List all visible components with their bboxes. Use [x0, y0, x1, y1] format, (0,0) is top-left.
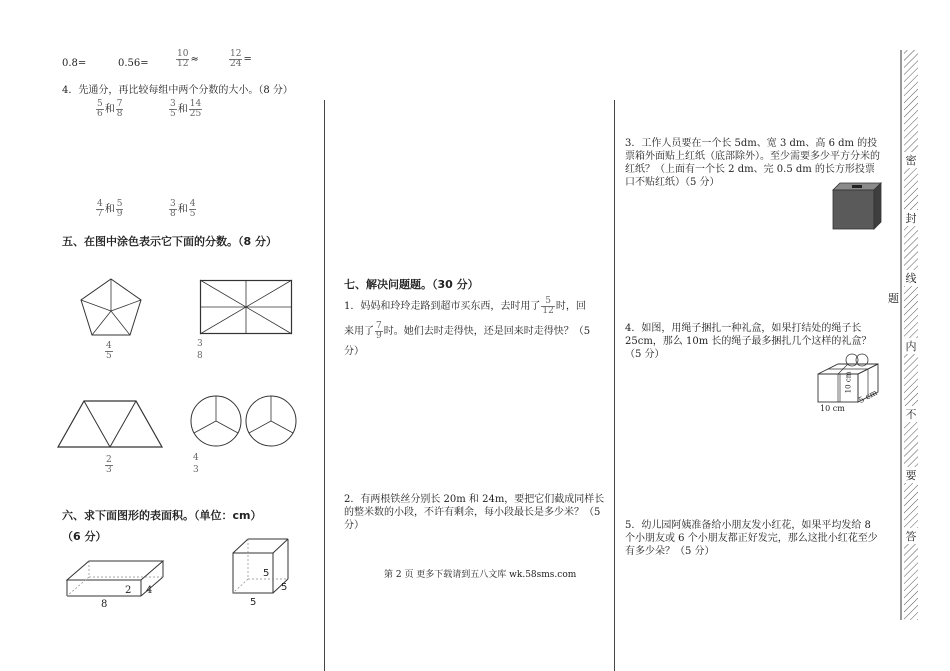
fraction-label-4-5: $\frac{4}{5}$: [106, 341, 112, 361]
q1-line1: 1．妈妈和玲玲走路到超市买东西，去时用了 $\frac{5}{12}$ 时，回: [344, 296, 586, 316]
q3-text: 3．工作人员要在一个长 5dm、宽 3 dm、高 6 dm 的投票箱外面贴上红纸（底部除外）。至少需要多少平方分米的红纸？（上面有一个长 2 dm、完 0.5 dm 的长方形投票口不贴红纸）（5 分）: [625, 138, 880, 188]
cuboid-width-label: 4: [146, 585, 153, 596]
seal-char-xian: 线: [903, 270, 919, 286]
seal-char-mi: 密: [903, 152, 919, 168]
q4-pair-4: $\frac{3}{8}$ 和 $\frac{4}{5}$: [170, 199, 196, 219]
ballot-box-figure: [832, 182, 882, 230]
cube-edge-label-1: 5: [263, 568, 270, 579]
fraction-label-2-3: $\frac{2}{3}$: [106, 455, 112, 475]
page-footer: 第 2 页 更多下载请到五八文库 wk.58sms.com: [384, 570, 577, 580]
section7-title: 七、解决问题题。（30 分）: [344, 278, 479, 291]
section6-score: （6 分）: [62, 530, 107, 543]
triangles-figure: [58, 400, 162, 448]
section6-title: 六、求下面图形的表面积。（单位：cm）: [62, 509, 262, 522]
seal-char-nei: 内: [903, 338, 919, 354]
q3-item-c: $\frac{10}{12}$ ≈: [177, 49, 199, 69]
pentagon-figure: [80, 278, 142, 336]
q4-title: 4．先通分，再比较每组中两个分数的大小。（8 分）: [62, 85, 293, 96]
q4-pair-1: $\frac{5}{6}$ 和 $\frac{7}{8}$: [97, 99, 123, 119]
fraction-label-3-8: 3 8: [197, 339, 203, 361]
gift-height-label: 10 cm: [844, 371, 853, 394]
q4-pair-3: $\frac{4}{7}$ 和 $\frac{5}{9}$: [97, 199, 123, 219]
rectangle-figure: [200, 280, 292, 334]
q3-item-b: 0.56=: [118, 58, 149, 69]
seal-char-bu: 不: [903, 406, 919, 422]
seal-side-char: 题: [888, 292, 899, 305]
gift-side-label: 5 cm: [857, 387, 879, 406]
gift-front-label: 10 cm: [820, 404, 845, 413]
section5-title: 五、在图中涂色表示它下面的分数。（8 分）: [62, 235, 277, 248]
q4-pair-2: $\frac{3}{5}$ 和 $\frac{14}{25}$: [170, 99, 202, 119]
q3-item-d: $\frac{12}{24}$ =: [230, 49, 252, 69]
circles-figure: [190, 395, 298, 447]
cuboid-length-label: 8: [101, 599, 108, 610]
seal-char-yao: 要: [903, 467, 919, 483]
q5-text: 5．幼儿园阿姨准备给小朋友发小红花，如果平均发给 8 个小朋友或 6 个小朋友都正好发完，那么这批小红花至少有多少朵？（5 分）: [625, 520, 878, 557]
q3-item-a: 0.8=: [62, 58, 87, 69]
column-divider-1: [324, 100, 325, 671]
q1-line2: 来用了 $\frac{7}{9}$ 时。她们去时走得快，还是回来时走得快？（5: [344, 321, 591, 341]
cube-edge-label-3: 5: [250, 597, 257, 608]
seal-char-feng: 封: [903, 210, 919, 226]
cuboid-height-label: 2: [125, 585, 132, 596]
fraction-label-4-3: 4 3: [193, 453, 199, 475]
q2-text: 2．有两根铁丝分别长 20m 和 24m，要把它们截成同样长的整米数的小段，不许有剩余，每小段最长是多少米？（5 分）: [344, 494, 605, 531]
seal-char-da: 答: [903, 528, 919, 544]
column-divider-2: [614, 100, 615, 671]
q4-gift-text: 4．如图，用绳子捆扎一种礼盒，如果打结处的绳子长 25cm，那么 10m 长的绳子最多捆扎几个这样的礼盒？（5 分）: [625, 323, 872, 360]
cube-edge-label-2: 5: [281, 582, 288, 593]
q1-line3: 分）: [344, 346, 364, 357]
